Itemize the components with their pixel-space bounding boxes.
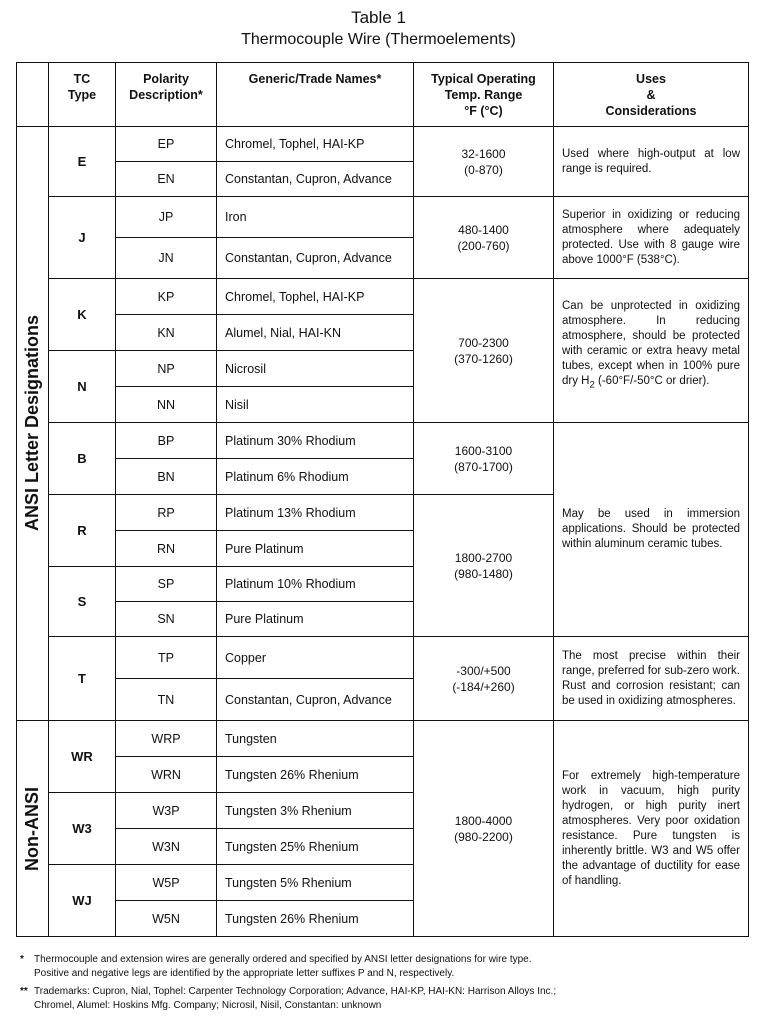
footnote-text: Chromel, Alumel: Hoskins Mfg. Company; Nicrosil, Nisil, Constantan: unknown [34,1000,382,1011]
polarity-cell: W5P [116,865,217,901]
header-uses: Uses & Considerations [554,63,749,127]
polarity-cell: NP [116,351,217,387]
tc-type-k: K [49,279,116,351]
polarity-cell: W3P [116,793,217,829]
generic-name-cell: Copper [217,637,414,679]
temp-range-b: 1600-3100 (870-1700) [414,423,554,495]
polarity-cell: BN [116,459,217,495]
generic-name-cell: Alumel, Nial, HAI-KN [217,315,414,351]
footnote-mark: ** [20,986,28,997]
tc-type-n: N [49,351,116,423]
generic-name-cell: Tungsten 26% Rhenium [217,901,414,937]
table-row [17,127,749,162]
uses-kn: Can be unprotected in oxidizing atmosphere. In reducing atmosphere, should be protected with ceramic or extra heavy metal tubes, except when in 100% pure dry $H_2$ (-60°F/-50°C or drier). [554,279,749,423]
polarity-cell: RN [116,531,217,567]
generic-name-cell: Platinum 10% Rhodium [217,567,414,602]
uses-t: The most precise within their range, preferred for sub-zero work. Rust and corrosion resistant; can be used in oxidizing atmospheres. [554,637,749,721]
table-title: Table 1 [351,8,406,27]
polarity-cell: TN [116,679,217,721]
polarity-cell: JP [116,197,217,238]
temp-range-kn: 700-2300 (370-1260) [414,279,554,423]
generic-name-cell: Tungsten 26% Rhenium [217,757,414,793]
footnote-text: Trademarks: Cupron, Nial, Tophel: Carpenter Technology Corporation; Advance, HAI-KP, HAI-KN: Harrison Alloys Inc.; [34,986,557,997]
polarity-cell: NN [116,387,217,423]
temp-range-j: 480-1400 (200-760) [414,197,554,279]
footnote-2 [20,985,556,1013]
uses-j: Superior in oxidizing or reducing atmosphere where adequately protected. Use with 8 gauge wire above 1000°F (538°C). [554,197,749,279]
polarity-cell: EP [116,127,217,162]
generic-name-cell: Pure Platinum [217,531,414,567]
temp-range-rs: 1800-2700 (980-1480) [414,495,554,637]
generic-name-cell: Platinum 6% Rhodium [217,459,414,495]
nonansi-group-label: Non-ANSI [17,721,49,937]
tc-type-r: R [49,495,116,567]
polarity-cell: KN [116,315,217,351]
thermocouple-table [16,62,749,937]
generic-name-cell: Tungsten 25% Rhenium [217,829,414,865]
tc-type-wr: WR [49,721,116,793]
footnote-1 [20,953,532,981]
generic-name-cell: Iron [217,197,414,238]
polarity-cell: TP [116,637,217,679]
polarity-cell: WRP [116,721,217,757]
polarity-cell: WRN [116,757,217,793]
generic-name-cell: Nisil [217,387,414,423]
header-polarity: Polarity Description* [116,63,217,127]
temp-range-w: 1800-4000 (980-2200) [414,721,554,937]
footnote-text: Positive and negative legs are identified by the appropriate letter suffixes P and N, respectively. [34,968,455,979]
generic-name-cell: Chromel, Tophel, HAI-KP [217,279,414,315]
header-temp-range: Typical Operating Temp. Range °F (°C) [414,63,554,127]
tc-type-b: B [49,423,116,495]
generic-name-cell: Platinum 13% Rhodium [217,495,414,531]
generic-name-cell: Constantan, Cupron, Advance [217,238,414,279]
uses-brs: May be used in immersion applications. Should be protected within aluminum ceramic tubes. [554,423,749,637]
tc-type-s: S [49,567,116,637]
tc-type-j: J [49,197,116,279]
generic-name-cell: Tungsten 5% Rhenium [217,865,414,901]
table-row [17,637,749,679]
polarity-cell: SN [116,602,217,637]
generic-name-cell: Tungsten 3% Rhenium [217,793,414,829]
polarity-cell: KP [116,279,217,315]
header-tc-type: TC Type [49,63,116,127]
footnote-text: Thermocouple and extension wires are generally ordered and specified by ANSI letter designations for wire type. [34,954,532,965]
generic-name-cell: Pure Platinum [217,602,414,637]
polarity-cell: W3N [116,829,217,865]
tc-type-e: E [49,127,116,197]
generic-name-cell: Constantan, Cupron, Advance [217,679,414,721]
header-row [17,63,749,127]
polarity-cell: W5N [116,901,217,937]
generic-name-cell: Chromel, Tophel, HAI-KP [217,127,414,162]
polarity-cell: JN [116,238,217,279]
uses-w: For extremely high-temperature work in vacuum, high purity hydrogen, or high purity inert atmospheres. Very poor oxidation resistance. Pure tungsten is inherently brittle. W3 and W5 offer the advantage of ductility for ease of handling. [554,721,749,937]
table-row [17,279,749,315]
generic-name-cell: Platinum 30% Rhodium [217,423,414,459]
footnote-mark: * [20,954,24,965]
tc-type-wj: WJ [49,865,116,937]
header-generic-names: Generic/Trade Names* [217,63,414,127]
table-row [17,423,749,459]
ansi-group-label: ANSI Letter Designations [17,127,49,721]
tc-type-t: T [49,637,116,721]
polarity-cell: EN [116,162,217,197]
polarity-cell: BP [116,423,217,459]
table-row [17,197,749,238]
temp-range-t: -300/+500 (-184/+260) [414,637,554,721]
tc-type-w3: W3 [49,793,116,865]
polarity-cell: SP [116,567,217,602]
polarity-cell: RP [116,495,217,531]
table-subtitle: Thermocouple Wire (Thermoelements) [241,31,516,48]
table-row [17,721,749,757]
generic-name-cell: Tungsten [217,721,414,757]
generic-name-cell: Nicrosil [217,351,414,387]
temp-range-e: 32-1600 (0-870) [414,127,554,197]
generic-name-cell: Constantan, Cupron, Advance [217,162,414,197]
uses-e: Used where high-output at low range is required. [554,127,749,197]
